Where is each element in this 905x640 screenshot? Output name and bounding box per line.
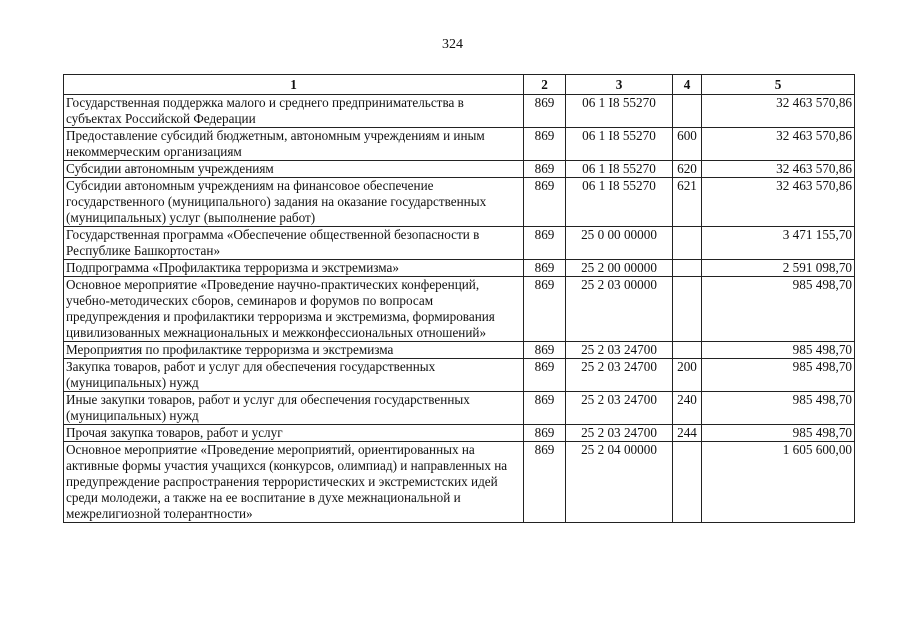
row-name: Подпрограмма «Профилактика терроризма и экстремизма» — [64, 260, 524, 277]
table-row — [64, 425, 855, 442]
row-amount: 2 591 098,70 — [702, 260, 855, 277]
row-code: 25 2 00 00000 — [566, 260, 673, 277]
row-amount: 3 471 155,70 — [702, 227, 855, 260]
row-ministry: 869 — [524, 227, 566, 260]
row-type: 240 — [673, 392, 702, 425]
row-name: Предоставление субсидий бюджетным, автономным учреждениям и иным некоммерческим организациям — [64, 128, 524, 161]
row-type: 244 — [673, 425, 702, 442]
table-row — [64, 95, 855, 128]
header-col-amount: 5 — [702, 75, 855, 95]
header-col-type: 4 — [673, 75, 702, 95]
row-code: 25 2 03 24700 — [566, 392, 673, 425]
row-code: 06 1 I8 55270 — [566, 128, 673, 161]
row-ministry: 869 — [524, 277, 566, 342]
row-amount: 32 463 570,86 — [702, 128, 855, 161]
row-ministry: 869 — [524, 161, 566, 178]
table-row — [64, 178, 855, 227]
table-row — [64, 342, 855, 359]
row-type: 621 — [673, 178, 702, 227]
row-ministry: 869 — [524, 178, 566, 227]
row-amount: 32 463 570,86 — [702, 95, 855, 128]
row-type — [673, 227, 702, 260]
row-type: 620 — [673, 161, 702, 178]
row-code: 25 2 04 00000 — [566, 442, 673, 523]
row-amount: 985 498,70 — [702, 392, 855, 425]
row-type — [673, 342, 702, 359]
row-ministry: 869 — [524, 95, 566, 128]
row-amount: 32 463 570,86 — [702, 178, 855, 227]
header-col-ministry: 2 — [524, 75, 566, 95]
row-type — [673, 260, 702, 277]
row-code: 06 1 I8 55270 — [566, 161, 673, 178]
table-row — [64, 392, 855, 425]
row-type — [673, 95, 702, 128]
row-code: 25 0 00 00000 — [566, 227, 673, 260]
row-amount: 985 498,70 — [702, 425, 855, 442]
row-name: Мероприятия по профилактике терроризма и экстремизма — [64, 342, 524, 359]
row-code: 06 1 I8 55270 — [566, 95, 673, 128]
table-row — [64, 161, 855, 178]
row-name: Субсидии автономным учреждениям на финансовое обеспечение государственного (муниципального) задания на оказание государственных (муниципальных) услуг (выполнение работ) — [64, 178, 524, 227]
table-header — [64, 75, 855, 95]
row-ministry: 869 — [524, 359, 566, 392]
row-code: 25 2 03 24700 — [566, 425, 673, 442]
table-row — [64, 359, 855, 392]
row-type: 600 — [673, 128, 702, 161]
row-ministry: 869 — [524, 260, 566, 277]
page-number: 324 — [442, 37, 463, 52]
table-row — [64, 128, 855, 161]
row-ministry: 869 — [524, 128, 566, 161]
row-ministry: 869 — [524, 392, 566, 425]
row-amount: 32 463 570,86 — [702, 161, 855, 178]
header-col-name: 1 — [64, 75, 524, 95]
header-col-code: 3 — [566, 75, 673, 95]
row-type — [673, 277, 702, 342]
row-type — [673, 442, 702, 523]
row-ministry: 869 — [524, 425, 566, 442]
row-name: Государственная поддержка малого и среднего предпринимательства в субъектах Российской Федерации — [64, 95, 524, 128]
header-row — [64, 75, 855, 95]
row-name: Субсидии автономным учреждениям — [64, 161, 524, 178]
row-ministry: 869 — [524, 342, 566, 359]
table-row — [64, 260, 855, 277]
table-row — [64, 277, 855, 342]
row-name: Государственная программа «Обеспечение общественной безопасности в Республике Башкортостан» — [64, 227, 524, 260]
row-name: Закупка товаров, работ и услуг для обеспечения государственных (муниципальных) нужд — [64, 359, 524, 392]
row-name: Прочая закупка товаров, работ и услуг — [64, 425, 524, 442]
row-code: 25 2 03 24700 — [566, 359, 673, 392]
row-ministry: 869 — [524, 442, 566, 523]
row-amount: 985 498,70 — [702, 342, 855, 359]
row-type: 200 — [673, 359, 702, 392]
row-amount: 1 605 600,00 — [702, 442, 855, 523]
table-row — [64, 227, 855, 260]
row-code: 25 2 03 24700 — [566, 342, 673, 359]
row-name: Иные закупки товаров, работ и услуг для обеспечения государственных (муниципальных) нужд — [64, 392, 524, 425]
row-name: Основное мероприятие «Проведение научно-практических конференций, учебно-методических сборов, семинаров и форумов по вопросам предупреждения и профилактики терроризма и экстремизма, формирования цивилизованных межнациональных и межконфессиональных отношений» — [64, 277, 524, 342]
row-code: 25 2 03 00000 — [566, 277, 673, 342]
table-row — [64, 442, 855, 523]
row-code: 06 1 I8 55270 — [566, 178, 673, 227]
table-body — [64, 95, 855, 523]
row-amount: 985 498,70 — [702, 359, 855, 392]
row-amount: 985 498,70 — [702, 277, 855, 342]
budget-table — [63, 74, 855, 523]
row-name: Основное мероприятие «Проведение мероприятий, ориентированных на активные формы участия учащихся (конкурсов, олимпиад) и направленных на предупреждение распространения террористических и экстремистских идей среди молодежи, а также на ее воспитание в духе межнациональной и межрелигиозной толерантности» — [64, 442, 524, 523]
